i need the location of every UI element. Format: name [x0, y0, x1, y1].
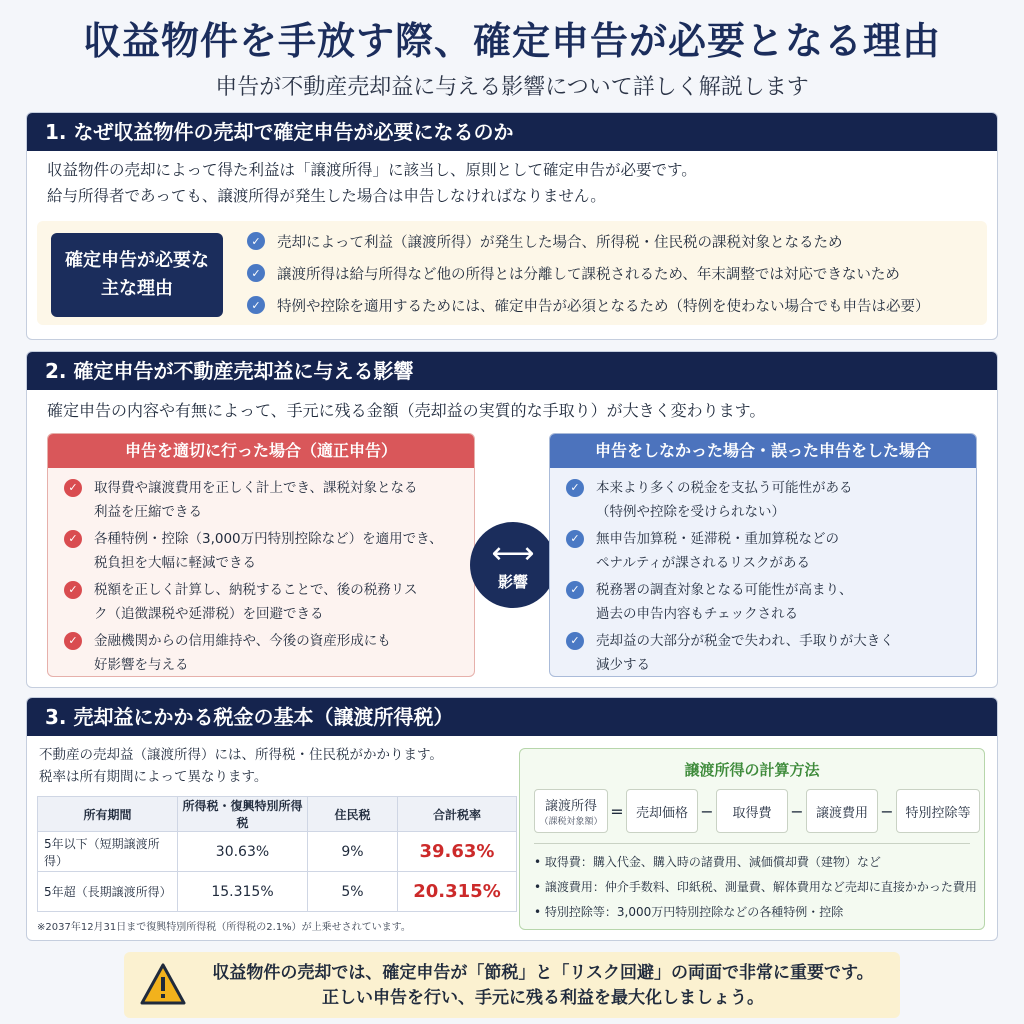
check-circle-icon: ✓ — [247, 264, 265, 282]
paragraph: 税率は所有期間によって異なります。 — [39, 769, 268, 785]
paragraph: 確定申告の内容や有無によって、手元に残る金額（売却益の実質的な手取り）が大きく変わります。 — [47, 401, 766, 420]
item-line: 税額を正しく計算し、納税することで、後の税務リス — [94, 582, 418, 598]
check-circle-icon: ✓ — [64, 632, 82, 650]
impact-circle — [470, 522, 556, 608]
impact-label: 影響 — [497, 572, 528, 591]
paragraph: 収益物件の売却によって得た利益は「譲渡所得」に該当し、原則として確定申告が必要です。 — [47, 161, 697, 179]
table-row — [38, 832, 517, 872]
item-line: 本来より多くの税金を支払う可能性がある — [596, 480, 853, 496]
item-line: 減少する — [596, 657, 650, 673]
reason-text: 特例や控除を適用するためには、確定申告が必須となるため（特例を使わない場合でも申告は必要） — [277, 298, 930, 315]
tax-rate-table — [37, 796, 517, 912]
list-item — [247, 257, 930, 289]
check-circle-icon: ✓ — [566, 530, 584, 548]
minus-sign: − — [700, 801, 714, 821]
table-row — [38, 872, 517, 912]
check-circle-icon: ✓ — [64, 530, 82, 548]
formula-term — [806, 789, 878, 833]
item-line: 無申告加算税・延滞税・重加算税などの — [596, 531, 839, 547]
calc-notes — [534, 850, 977, 925]
tax-intro — [39, 744, 443, 788]
reason-text: 譲渡所得は給与所得など他の所得とは分離して課税されるため、年末調整では対応できないため — [277, 266, 900, 283]
list-item: • 取得費：購入代金、購入時の諸費用、減価償却費（建物）など — [534, 855, 881, 869]
panel-title: 申告をしなかった場合・誤った申告をした場合 — [550, 434, 976, 468]
item-line: 過去の申告内容もチェックされる — [596, 606, 799, 622]
column-header: 合計税率 — [398, 797, 517, 832]
proper-filing-panel — [47, 433, 475, 677]
table-cell: 15.315% — [178, 872, 308, 912]
table-header-row — [38, 797, 517, 832]
column-header: 所得税・復興特別所得税 — [178, 797, 308, 832]
list-item — [247, 225, 930, 257]
check-circle-icon: ✓ — [64, 581, 82, 599]
section-heading: 3. 売却益にかかる税金の基本（譲渡所得税） — [27, 698, 997, 736]
item-line: 好影響を与える — [94, 657, 189, 673]
check-circle-icon: ✓ — [247, 232, 265, 250]
item-line: 取得費や譲渡費用を正しく計上でき、課税対象となる — [94, 480, 418, 496]
minus-sign: − — [790, 801, 804, 821]
double-arrow-icon: ⟷ — [491, 535, 535, 571]
formula-label: 取得費 — [732, 805, 772, 821]
panel-title: 申告を適切に行った場合（適正申告） — [48, 434, 474, 468]
table-cell: 30.63% — [178, 832, 308, 872]
check-circle-icon: ✓ — [566, 632, 584, 650]
page-title: 収益物件を手放す際、確定申告が必要となる理由 — [82, 19, 941, 63]
section-why-filing — [26, 112, 998, 340]
check-circle-icon: ✓ — [247, 296, 265, 314]
table-cell: 5年超（長期譲渡所得） — [38, 872, 178, 912]
column-header: 所有期間 — [38, 797, 178, 832]
item-line: 利益を圧縮できる — [94, 504, 202, 520]
divider — [534, 843, 970, 844]
section-impact — [26, 351, 998, 688]
list-item — [566, 527, 964, 575]
calc-title: 譲渡所得の計算方法 — [684, 761, 820, 779]
reason-text: 売却によって利益（譲渡所得）が発生した場合、所得税・住民税の課税対象となるため — [277, 234, 843, 251]
check-circle-icon: ✓ — [64, 479, 82, 497]
formula-label: 売却価格 — [635, 805, 688, 821]
item-line: 各種特例・控除（3,000万円特別控除など）を適用でき、 — [94, 531, 443, 547]
formula-label: 譲渡費用 — [815, 805, 868, 821]
item-line: ク（追徴課税や延滞税）を回避できる — [94, 606, 324, 622]
table-cell: 9% — [308, 832, 398, 872]
formula-term — [896, 789, 980, 833]
check-circle-icon: ✓ — [566, 581, 584, 599]
list-item — [247, 289, 930, 321]
list-item — [64, 527, 462, 575]
section-tax-basics — [26, 697, 998, 941]
column-header: 住民税 — [308, 797, 398, 832]
reasons-badge: 確定申告が必要な主な理由 — [51, 233, 223, 317]
list-item — [566, 476, 964, 524]
list-item: • 特別控除等：3,000万円特別控除などの各種特例・控除 — [534, 905, 844, 919]
conclusion-banner — [124, 952, 900, 1018]
section-heading: 1. なぜ収益物件の売却で確定申告が必要になるのか — [27, 113, 997, 151]
minus-sign: − — [880, 801, 894, 821]
reasons-box — [37, 221, 987, 325]
conclusion-text — [198, 961, 888, 1011]
formula-term — [716, 789, 788, 833]
total-rate-cell: 20.315% — [398, 872, 517, 912]
list-item: • 譲渡費用：仲介手数料、印紙税、測量費、解体費用など売却に直接かかった費用 — [534, 880, 977, 894]
list-item — [64, 476, 462, 524]
table-cell: 5年以下（短期譲渡所得） — [38, 832, 178, 872]
formula-label: 譲渡所得 — [544, 799, 597, 814]
conclusion-line: 収益物件の売却では、確定申告が「節税」と「リスク回避」の両面で非常に重要です。 — [212, 963, 874, 983]
section-heading: 2. 確定申告が不動産売却益に与える影響 — [27, 352, 997, 390]
item-line: ペナルティが課されるリスクがある — [596, 555, 810, 571]
list-item — [64, 578, 462, 626]
paragraph: 不動産の売却益（譲渡所得）には、所得税・住民税がかかります。 — [39, 747, 443, 763]
formula-term-result — [534, 789, 608, 833]
calculation-box — [519, 748, 985, 930]
item-line: （特例や控除を受けられない） — [596, 504, 785, 520]
conclusion-line: 正しい申告を行い、手元に残る利益を最大化しましょう。 — [322, 988, 764, 1008]
list-item — [566, 578, 964, 626]
total-rate-cell: 39.63% — [398, 832, 517, 872]
formula-label: 特別控除等 — [905, 805, 971, 821]
formula-sublabel: （課税対象額） — [539, 817, 603, 827]
formula-term — [626, 789, 698, 833]
footnote: ※2037年12月31日まで復興特別所得税（所得税の2.1%）が上乗せされています。 — [37, 922, 411, 933]
item-line: 税務署の調査対象となる可能性が高まり、 — [596, 582, 853, 598]
equals-sign: = — [610, 801, 624, 821]
paragraph: 給与所得者であっても、譲渡所得が発生した場合は申告しなければなりません。 — [47, 187, 606, 205]
item-line: 売却益の大部分が税金で失われ、手取りが大きく — [596, 633, 894, 649]
table-cell: 5% — [308, 872, 398, 912]
reasons-list — [247, 225, 930, 321]
list-item — [566, 629, 964, 677]
item-line: 金融機関からの信用維持や、今後の資産形成にも — [94, 633, 391, 649]
warning-icon — [140, 962, 186, 1006]
page-subtitle: 申告が不動産売却益に与える影響について詳しく解説します — [215, 75, 809, 100]
calc-formula — [534, 789, 980, 833]
item-line: 税負担を大幅に軽減できる — [94, 555, 256, 571]
check-circle-icon: ✓ — [566, 479, 584, 497]
list-item — [64, 629, 462, 677]
improper-filing-panel — [549, 433, 977, 677]
